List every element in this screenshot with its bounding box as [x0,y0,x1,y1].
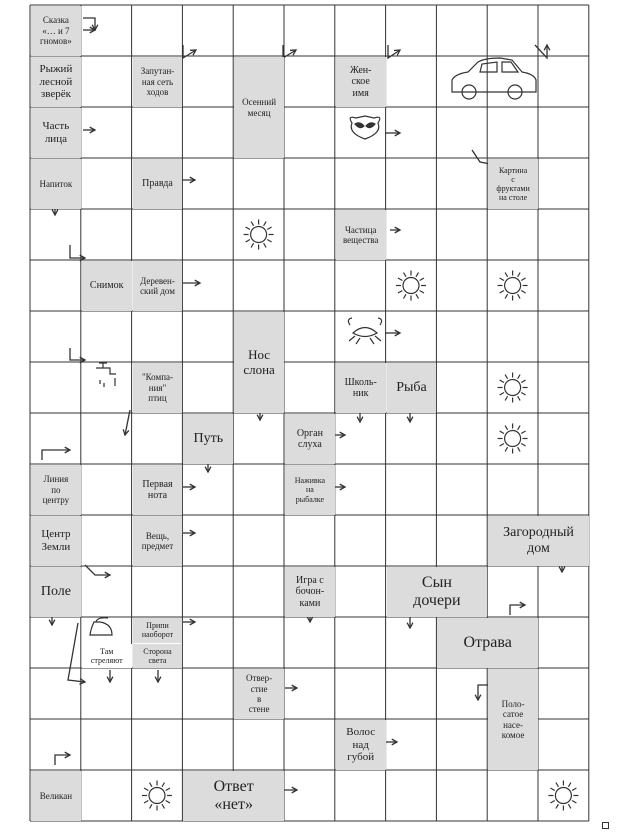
answer-cell[interactable] [132,107,183,158]
answer-cell[interactable] [487,413,538,464]
clue-text: Там стреляют [90,646,123,665]
clue-cell-nos-slona [234,312,284,413]
answer-cell[interactable] [436,362,487,413]
answer-cell[interactable] [284,362,335,413]
answer-cell[interactable] [182,107,233,158]
answer-cell[interactable] [538,566,589,617]
answer-cell[interactable] [487,56,538,107]
clue-text: Ответ «нет» [213,777,254,813]
answer-cell[interactable] [386,617,437,668]
answer-cell[interactable] [284,515,335,566]
answer-cell[interactable] [436,719,487,770]
answer-cell[interactable] [335,770,386,821]
answer-cell[interactable] [182,260,233,311]
answer-cell[interactable] [386,5,437,56]
answer-cell[interactable] [538,362,589,413]
answer-cell[interactable] [182,566,233,617]
answer-cell[interactable] [538,413,589,464]
answer-cell[interactable] [436,107,487,158]
clue-cell-osenniy [234,57,284,158]
clue-cell-pravda [133,159,183,209]
answer-cell[interactable] [436,770,487,821]
answer-cell[interactable] [538,770,589,821]
corner-square-icon [602,822,609,829]
answer-cell[interactable] [81,107,132,158]
clue-text: Картина с фруктами на столе [496,165,530,203]
answer-cell[interactable] [81,413,132,464]
answer-cell[interactable] [436,413,487,464]
clue-cell-liniya [31,465,81,515]
clue-cell-put [183,414,233,464]
answer-cell[interactable] [30,617,81,668]
answer-cell[interactable] [386,770,437,821]
answer-cell[interactable] [386,515,437,566]
answer-cell[interactable] [386,260,437,311]
answer-cell[interactable] [335,5,386,56]
clue-cell-shkolnik [336,363,386,413]
answer-cell[interactable] [81,464,132,515]
answer-cell[interactable] [436,158,487,209]
answer-cell[interactable] [538,107,589,158]
clue-text: Правда [142,178,173,190]
clue-text: Великан [39,790,73,801]
clue-cell-zhenskoe [336,57,386,107]
answer-cell[interactable] [335,464,386,515]
answer-cell[interactable] [30,311,81,362]
answer-cell[interactable] [538,617,589,668]
answer-cell[interactable] [487,209,538,260]
answer-cell[interactable] [233,464,284,515]
answer-cell[interactable] [30,209,81,260]
answer-cell[interactable] [284,617,335,668]
answer-cell[interactable] [284,668,335,719]
answer-cell[interactable] [487,5,538,56]
clue-text: Напиток [39,178,73,189]
answer-cell[interactable] [30,413,81,464]
answer-cell[interactable] [132,5,183,56]
clue-text: Деревен- ский дом [140,275,175,296]
clue-cell-polosatoe [488,669,538,770]
answer-cell[interactable] [335,260,386,311]
clue-text: Сторона света [143,646,172,665]
clue-text: Игра с бочон- ками [295,574,325,609]
answer-cell[interactable] [233,719,284,770]
answer-cell[interactable] [81,770,132,821]
answer-cell[interactable] [436,668,487,719]
answer-cell[interactable] [284,5,335,56]
clue-text: Рыба [396,379,427,395]
clue-cell-otvet-net [183,771,284,821]
clue-cell-storona-sveta [133,644,183,669]
answer-cell[interactable] [81,719,132,770]
clue-text: "Компа- ния" птиц [141,372,174,404]
clue-cell-organ-slukha [285,414,335,464]
clue-cell-chast-litsa [31,108,81,158]
answer-cell[interactable] [182,209,233,260]
clue-text: Припи наоборот [141,621,174,640]
answer-cell[interactable] [487,770,538,821]
answer-cell[interactable] [335,311,386,362]
answer-cell[interactable] [233,260,284,311]
answer-cell[interactable] [538,5,589,56]
clue-text: Линия по центру [42,474,70,506]
clue-cell-syn-docheri [387,567,488,617]
answer-cell[interactable] [386,107,437,158]
answer-cell[interactable] [436,515,487,566]
answer-cell[interactable] [81,362,132,413]
answer-cell[interactable] [81,515,132,566]
answer-cell[interactable] [30,668,81,719]
answer-cell[interactable] [386,209,437,260]
clue-text: Снимок [89,280,124,292]
clue-text: Часть лица [42,120,70,145]
clue-cell-zaputannaya [133,57,183,107]
answer-cell[interactable] [538,209,589,260]
answer-cell[interactable] [538,719,589,770]
answer-cell[interactable] [182,158,233,209]
answer-cell[interactable] [284,260,335,311]
clue-cell-tam-strelyayut [82,644,132,669]
answer-cell[interactable] [436,260,487,311]
clue-cell-snimok [82,261,132,311]
answer-cell[interactable] [81,5,132,56]
clue-cell-skazka [31,6,81,56]
answer-cell[interactable] [386,158,437,209]
answer-cell[interactable] [487,464,538,515]
answer-cell[interactable] [81,566,132,617]
answer-cell[interactable] [132,566,183,617]
answer-cell[interactable] [436,209,487,260]
answer-cell[interactable] [436,464,487,515]
answer-cell[interactable] [386,719,437,770]
answer-cell[interactable] [233,413,284,464]
answer-cell[interactable] [182,515,233,566]
answer-cell[interactable] [335,413,386,464]
answer-cell[interactable] [182,311,233,362]
clue-text: Поло- сатое насе- комое [501,698,525,740]
clue-text: Рыжий лесной зверёк [39,63,73,101]
answer-cell[interactable] [30,362,81,413]
answer-cell[interactable] [30,719,81,770]
clue-text: Отрава [463,633,512,651]
answer-cell[interactable] [233,617,284,668]
clue-cell-pripiska [133,618,183,643]
answer-cell[interactable] [233,515,284,566]
answer-cell[interactable] [284,158,335,209]
clue-text: Осенний месяц [242,97,277,118]
clue-cell-ryba [387,363,437,413]
answer-cell[interactable] [132,770,183,821]
clue-cell-napitok [31,159,81,209]
answer-cell[interactable] [132,668,183,719]
answer-cell[interactable] [284,719,335,770]
answer-cell[interactable] [335,617,386,668]
answer-cell[interactable] [386,464,437,515]
answer-cell[interactable] [81,209,132,260]
answer-cell[interactable] [386,413,437,464]
clue-text: Сказка «… и 7 гномов» [40,15,72,47]
clue-cell-velikan [31,771,81,821]
answer-cell[interactable] [182,719,233,770]
answer-cell[interactable] [182,362,233,413]
answer-cell[interactable] [233,566,284,617]
clue-cell-chastitsa [336,210,386,260]
clue-text: Поле [40,583,71,599]
answer-cell[interactable] [81,56,132,107]
answer-cell[interactable] [538,260,589,311]
answer-cell[interactable] [182,5,233,56]
answer-cell[interactable] [284,209,335,260]
answer-cell[interactable] [487,566,538,617]
clue-text: Орган слуха [296,427,323,450]
answer-cell[interactable] [487,362,538,413]
answer-cell[interactable] [335,566,386,617]
clue-cell-tsentr-zemli [31,516,81,566]
clue-text: Путь [193,430,224,446]
clue-text: Загородный дом [503,524,574,556]
answer-cell[interactable] [284,311,335,362]
clue-cell-otverstie [234,669,284,719]
clue-text: Волос над губой [346,726,376,764]
clue-text: Отвер- стие в стене [246,673,273,715]
answer-cell[interactable] [284,770,335,821]
clue-text: Первая нота [142,478,173,501]
answer-cell[interactable] [132,413,183,464]
answer-cell[interactable] [538,668,589,719]
answer-cell[interactable] [538,158,589,209]
answer-cell[interactable] [284,56,335,107]
answer-cell[interactable] [436,56,487,107]
answer-cell[interactable] [132,719,183,770]
clue-text: Вещь, предмет [141,530,174,551]
clue-cell-nazhivka [285,465,335,515]
answer-cell[interactable] [335,107,386,158]
clue-cell-kompaniya [133,363,183,413]
clue-cell-igra [285,567,335,617]
clue-text: Нос слона [243,346,275,377]
answer-cell[interactable] [30,260,81,311]
answer-cell[interactable] [386,668,437,719]
answer-cell[interactable] [132,311,183,362]
clue-cell-veshch [133,516,183,566]
clue-text: Частица вещества [342,224,379,245]
answer-cell[interactable] [386,311,437,362]
answer-cell[interactable] [284,107,335,158]
clue-cell-ryzhiy [31,57,81,107]
answer-cell[interactable] [182,668,233,719]
clue-cell-kartina [488,159,538,209]
answer-cell[interactable] [81,668,132,719]
answer-cell[interactable] [436,311,487,362]
clue-cell-zagorodniy [488,516,589,566]
clue-cell-volos [336,720,386,770]
clue-cell-pervaya-nota [133,465,183,515]
answer-cell[interactable] [182,464,233,515]
answer-cell[interactable] [182,56,233,107]
answer-cell[interactable] [386,56,437,107]
answer-cell[interactable] [538,56,589,107]
answer-cell[interactable] [81,311,132,362]
answer-cell[interactable] [335,515,386,566]
clue-cell-derevenskiy [133,261,183,311]
answer-cell[interactable] [233,209,284,260]
clue-text: Наживка на рыбалке [294,476,326,504]
answer-cell[interactable] [132,209,183,260]
clue-cell-otrava [437,618,538,668]
clue-text: Школь- ник [344,376,377,399]
answer-cell[interactable] [233,5,284,56]
clue-text: Центр Земли [41,528,71,553]
answer-cell[interactable] [233,158,284,209]
answer-cell[interactable] [487,107,538,158]
clue-text: Запутан- ная сеть ходов [140,66,175,98]
clue-cell-pole [31,567,81,617]
answer-cell[interactable] [487,260,538,311]
answer-cell[interactable] [436,5,487,56]
answer-cell[interactable] [487,311,538,362]
clue-text: Жен- ское имя [349,64,372,99]
answer-cell[interactable] [335,668,386,719]
clue-text: Сын дочери [413,573,461,609]
answer-cell[interactable] [538,311,589,362]
answer-cell[interactable] [538,464,589,515]
answer-cell[interactable] [182,617,233,668]
answer-cell[interactable] [81,158,132,209]
answer-cell[interactable] [335,158,386,209]
